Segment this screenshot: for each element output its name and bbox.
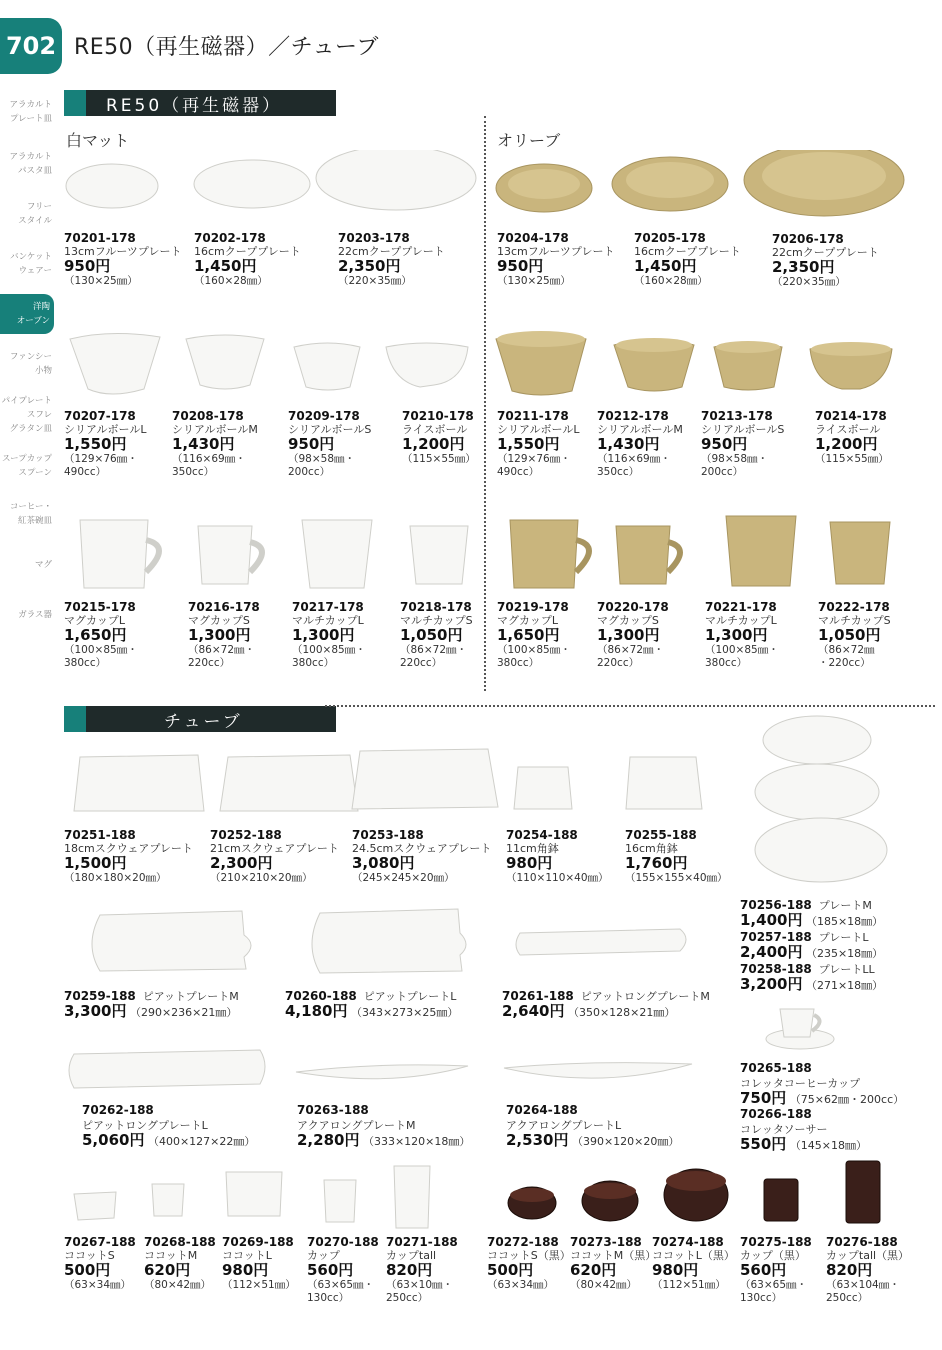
product-70215[interactable] (64, 601, 184, 670)
product-dimensions: （210×210×20㎜） (210, 872, 313, 884)
product-dimensions: （100×85㎜・ 380cc） (64, 644, 138, 669)
product-code: 70214-178 (815, 409, 887, 423)
product-price: 3,080円 (352, 854, 415, 872)
product-dimensions: （63×104㎜・ 250cc） (826, 1279, 900, 1304)
product-dimensions: （86×72㎜・ 220cc） (597, 644, 665, 669)
product-70270[interactable] (307, 1236, 387, 1305)
product-code: 70209-178 (288, 409, 360, 423)
tube-round-plates-image (745, 708, 895, 893)
product-price: 980円 (222, 1261, 269, 1279)
product-code: 70276-188 (826, 1235, 898, 1249)
product-price: 1,500円 (64, 854, 127, 872)
product-dimensions: （235×18㎜） (805, 947, 884, 960)
product-price: 620円 (570, 1261, 617, 1279)
product-70258[interactable] (740, 962, 883, 993)
product-price: 950円 (288, 435, 335, 453)
product-code: 70260-188 (285, 989, 357, 1003)
product-code: 70203-178 (338, 231, 410, 245)
product-name: マグカップL (64, 614, 126, 627)
product-price: 1,550円 (497, 435, 560, 453)
product-price: 980円 (506, 854, 553, 872)
product-70221[interactable] (705, 601, 815, 670)
product-70271[interactable] (386, 1236, 476, 1305)
product-price: 2,640円 (502, 1002, 565, 1020)
re50-banner-text: RE50（再生磁器） (106, 95, 283, 116)
product-70255[interactable] (625, 829, 740, 885)
product-name: マグカップS (188, 614, 250, 627)
product-name: コレッタコーヒーカップ (740, 1077, 861, 1090)
product-price: 2,350円 (338, 257, 401, 275)
product-code: 70265-188 (740, 1061, 812, 1075)
product-70208[interactable] (172, 410, 282, 479)
product-70259[interactable] (64, 989, 239, 1020)
product-price: 1,650円 (64, 626, 127, 644)
product-price: 3,300円 (64, 1002, 127, 1020)
product-code: 70208-178 (172, 409, 244, 423)
tube-piatto-plates-image (60, 905, 740, 980)
tube-banner-text: チューブ (164, 711, 243, 732)
product-dimensions: （63×10㎜・ 250cc） (386, 1279, 454, 1304)
product-price: 1,050円 (818, 626, 881, 644)
product-70218[interactable] (400, 601, 484, 670)
product-code: 70216-178 (188, 600, 260, 614)
product-price: 2,300円 (210, 854, 273, 872)
product-name: マルチカップS (818, 614, 891, 627)
product-name: シリアルボールL (64, 423, 147, 436)
product-dimensions: （86×72㎜・ 220cc） (188, 644, 256, 669)
product-dimensions: （63×34㎜） (487, 1279, 555, 1291)
product-name: 13cmフルーツプレート (64, 245, 182, 258)
sidebar-item-fancy[interactable]: ファンシー 小物 (9, 352, 52, 376)
product-70252[interactable] (210, 829, 365, 885)
product-code: 70202-178 (194, 231, 266, 245)
product-price: 950円 (701, 435, 748, 453)
product-name: プレートLL (818, 963, 875, 976)
product-price: 1,300円 (705, 626, 768, 644)
tube-white-cocotte-image (60, 1158, 440, 1233)
product-name: コレッタソーサー (740, 1123, 828, 1136)
product-dimensions: （160×28㎜） (194, 275, 268, 287)
product-dimensions: （390×120×20㎜） (571, 1135, 680, 1148)
product-code: 70256-188 (740, 898, 812, 912)
product-code: 70273-188 (570, 1235, 642, 1249)
product-dimensions: （98×58㎜・ 200cc） (701, 453, 769, 478)
product-dimensions: （130×25㎜） (497, 275, 571, 287)
product-code: 70252-188 (210, 828, 282, 842)
product-name: 16cm角鉢 (625, 842, 678, 855)
product-dimensions: （112×51㎜） (222, 1279, 296, 1291)
product-dimensions: （86×72㎜ ・220cc） (818, 644, 875, 669)
product-code: 70257-188 (740, 930, 812, 944)
sidebar-item-mug[interactable]: マグ (34, 560, 52, 570)
product-70251[interactable] (64, 829, 219, 885)
product-70254[interactable] (506, 829, 621, 885)
product-name: ピアットプレートL (363, 990, 457, 1003)
product-70272[interactable] (487, 1236, 572, 1292)
product-price: 500円 (487, 1261, 534, 1279)
product-code: 70274-188 (652, 1235, 724, 1249)
product-dimensions: （160×28㎜） (634, 275, 708, 287)
product-70256[interactable] (740, 898, 883, 929)
product-name: シリアルボールL (497, 423, 580, 436)
product-price: 1,450円 (634, 257, 697, 275)
product-70214[interactable] (815, 410, 915, 466)
product-dimensions: （112×51㎜） (652, 1279, 726, 1291)
product-70202[interactable] (194, 232, 349, 288)
product-70203[interactable] (338, 232, 493, 288)
product-price: 2,350円 (772, 258, 835, 276)
product-dimensions: （110×110×40㎜） (506, 872, 609, 884)
product-70211[interactable] (497, 410, 597, 479)
product-name: 11cm角鉢 (506, 842, 559, 855)
product-name: ココットS (64, 1249, 115, 1262)
product-name: シリアルボールS (288, 423, 372, 436)
coretta-cup-saucer-image (760, 995, 840, 1055)
sidebar-item-alacarte-pasta[interactable]: アラカルト パスタ皿 (9, 152, 52, 176)
product-price: 950円 (64, 257, 111, 275)
product-code: 70212-178 (597, 409, 669, 423)
product-70264[interactable] (506, 1103, 679, 1149)
product-70273[interactable] (570, 1236, 655, 1292)
product-70263[interactable] (297, 1103, 470, 1149)
product-dimensions: （116×69㎜・ 350cc） (597, 453, 671, 478)
product-name: カップtall (386, 1249, 437, 1262)
product-price: 820円 (826, 1261, 873, 1279)
product-code: 70218-178 (400, 600, 472, 614)
product-code: 70267-188 (64, 1235, 136, 1249)
product-70261[interactable] (502, 989, 710, 1020)
product-name: シリアルボールM (172, 423, 258, 436)
tube-banner (64, 706, 336, 732)
product-name: 16cmクーププレート (194, 245, 301, 258)
product-name: アクアロングプレートM (297, 1119, 416, 1132)
product-name: プレートL (818, 931, 869, 944)
product-dimensions: （98×58㎜・ 200cc） (288, 453, 356, 478)
product-70219[interactable] (497, 601, 597, 670)
product-code: 70217-178 (292, 600, 364, 614)
product-code: 70268-188 (144, 1235, 216, 1249)
product-dimensions: （129×76㎜・ 490cc） (497, 453, 571, 478)
product-code: 70215-178 (64, 600, 136, 614)
product-price: 560円 (307, 1261, 354, 1279)
product-dimensions: （180×180×20㎜） (64, 872, 167, 884)
product-name: カップtall（黒） (826, 1249, 910, 1262)
product-dimensions: （220×35㎜） (338, 275, 412, 287)
product-dimensions: （100×85㎜・ 380cc） (705, 644, 779, 669)
product-name: 16cmクーププレート (634, 245, 741, 258)
product-70222[interactable] (818, 601, 918, 670)
product-70207[interactable] (64, 410, 169, 479)
product-dimensions: （129×76㎜・ 490cc） (64, 453, 138, 478)
sidebar-item-coffee[interactable]: コーヒー・ 紅茶碗皿 (9, 502, 52, 526)
product-name: 21cmスクウェアプレート (210, 842, 339, 855)
sidebar-item-pie-plate[interactable]: パイプレート スフレ グラタン皿 (1, 396, 52, 434)
product-code: 70211-178 (497, 409, 569, 423)
product-70217[interactable] (292, 601, 397, 670)
product-price: 1,430円 (172, 435, 235, 453)
product-dimensions: （333×120×18㎜） (362, 1135, 471, 1148)
product-price: 1,550円 (64, 435, 127, 453)
product-70216[interactable] (188, 601, 288, 670)
product-price: 1,300円 (188, 626, 251, 644)
product-price: 1,300円 (292, 626, 355, 644)
product-code: 70269-188 (222, 1235, 294, 1249)
product-70267[interactable] (64, 1236, 144, 1292)
product-70274[interactable] (652, 1236, 740, 1292)
sidebar-item-free-style[interactable]: フリー スタイル (18, 202, 52, 226)
product-dimensions: （63×65㎜・ 130cc） (740, 1279, 808, 1304)
product-dimensions: （116×69㎜・ 350cc） (172, 453, 246, 478)
white-bowls-image (60, 325, 480, 405)
product-code: 70205-178 (634, 231, 706, 245)
product-70220[interactable] (597, 601, 702, 670)
product-dimensions: （63×34㎜） (64, 1279, 132, 1291)
product-price: 2,400円 (740, 943, 803, 961)
sidebar-item-glass[interactable]: ガラス器 (18, 610, 52, 620)
product-price: 1,300円 (597, 626, 660, 644)
product-code: 70270-188 (307, 1235, 379, 1249)
product-code: 70261-188 (502, 989, 574, 1003)
product-code: 70210-178 (402, 409, 474, 423)
product-dimensions: （100×85㎜・ 380cc） (292, 644, 366, 669)
product-dimensions: （271×18㎜） (805, 979, 884, 992)
olive-bowls-image (490, 325, 910, 405)
product-price: 1,400円 (740, 911, 803, 929)
product-price: 2,280円 (297, 1131, 360, 1149)
product-code: 70275-188 (740, 1235, 812, 1249)
product-code: 70253-188 (352, 828, 424, 842)
tube-square-plates-image (60, 745, 750, 825)
product-70266[interactable] (740, 1107, 867, 1153)
product-dimensions: （185×18㎜） (805, 915, 884, 928)
product-price: 3,200円 (740, 975, 803, 993)
product-name: ココットS（黒） (487, 1249, 571, 1262)
product-70206[interactable] (772, 233, 927, 289)
product-code: 70204-178 (497, 231, 569, 245)
product-70260[interactable] (285, 989, 458, 1020)
product-name: カップ（黒） (740, 1249, 806, 1262)
product-name: シリアルボールS (701, 423, 785, 436)
page-title: RE50（再生磁器）／チューブ (74, 35, 379, 60)
product-code: 70254-188 (506, 828, 578, 842)
product-70262[interactable] (82, 1103, 255, 1149)
product-dimensions: （245×245×20㎜） (352, 872, 455, 884)
product-dimensions: （80×42㎜） (144, 1279, 212, 1291)
product-name: マルチカップL (705, 614, 777, 627)
product-code: 70251-188 (64, 828, 136, 842)
product-name: カップ (307, 1249, 340, 1262)
product-code: 70255-188 (625, 828, 697, 842)
white-matte-label: 白マット (66, 131, 130, 150)
product-dimensions: （75×62㎜・200cc） (789, 1093, 905, 1106)
product-code: 70220-178 (597, 600, 669, 614)
sidebar-item-soup-cup[interactable]: スープカップ スプーン (2, 454, 52, 478)
product-70204[interactable] (497, 232, 652, 288)
product-code: 70258-188 (740, 962, 812, 976)
product-name: マルチカップS (400, 614, 473, 627)
product-70209[interactable] (288, 410, 398, 479)
product-name: プレートM (818, 899, 872, 912)
product-70205[interactable] (634, 232, 789, 288)
product-name: 18cmスクウェアプレート (64, 842, 193, 855)
product-name: シリアルボールM (597, 423, 683, 436)
product-70276[interactable] (826, 1236, 936, 1305)
white-plates-image (60, 150, 480, 230)
product-name: ピアットロングプレートM (580, 990, 710, 1003)
product-code: 70201-178 (64, 231, 136, 245)
product-price: 5,060円 (82, 1131, 145, 1149)
product-code: 70271-188 (386, 1235, 458, 1249)
product-code: 70259-188 (64, 989, 136, 1003)
product-code: 70222-178 (818, 600, 890, 614)
product-price: 820円 (386, 1261, 433, 1279)
olive-mugs-image (490, 510, 910, 595)
product-name: ライスボール (815, 423, 881, 436)
sidebar-item-banquet[interactable]: バンケット ウェアー (10, 252, 52, 276)
product-name: 22cmクーププレート (338, 245, 445, 258)
product-name: 13cmフルーツプレート (497, 245, 615, 258)
product-price: 4,180円 (285, 1002, 348, 1020)
product-dimensions: （115×55㎜） (815, 453, 889, 465)
product-code: 70266-188 (740, 1107, 812, 1121)
product-70253[interactable] (352, 829, 507, 885)
product-name: マルチカップL (292, 614, 364, 627)
product-name: アクアロングプレートL (506, 1119, 622, 1132)
product-name: ココットL（黒） (652, 1249, 735, 1262)
product-70213[interactable] (701, 410, 811, 479)
product-price: 1,450円 (194, 257, 257, 275)
product-70257[interactable] (740, 930, 883, 961)
product-price: 1,050円 (400, 626, 463, 644)
product-name: ココットL (222, 1249, 272, 1262)
product-name: マグカップL (497, 614, 559, 627)
sidebar-item-western-oven[interactable]: 洋陶 オーブン (0, 294, 54, 334)
product-name: ココットM（黒） (570, 1249, 657, 1262)
product-code: 70272-188 (487, 1235, 559, 1249)
product-price: 1,430円 (597, 435, 660, 453)
product-price: 500円 (64, 1261, 111, 1279)
product-dimensions: （155×155×40㎜） (625, 872, 728, 884)
product-dimensions: （343×273×25㎜） (350, 1006, 459, 1019)
product-name: 24.5cmスクウェアプレート (352, 842, 492, 855)
product-code: 70221-178 (705, 600, 777, 614)
product-price: 1,760円 (625, 854, 688, 872)
section-divider-vertical (484, 116, 486, 691)
product-price: 750円 (740, 1089, 787, 1107)
product-price: 1,200円 (815, 435, 878, 453)
product-dimensions: （350×128×21㎜） (567, 1006, 676, 1019)
product-name: ライスボール (402, 423, 468, 436)
product-code: 70219-178 (497, 600, 569, 614)
product-70212[interactable] (597, 410, 702, 479)
product-code: 70264-188 (506, 1103, 578, 1117)
tube-long-plates-image (60, 1042, 750, 1102)
product-dimensions: （130×25㎜） (64, 275, 138, 287)
sidebar-item-alacarte-plate[interactable]: アラカルト プレート皿 (9, 100, 52, 124)
product-name: マグカップS (597, 614, 659, 627)
product-70210[interactable] (402, 410, 482, 466)
product-70275[interactable] (740, 1236, 825, 1305)
product-dimensions: （400×127×22㎜） (147, 1135, 256, 1148)
product-price: 980円 (652, 1261, 699, 1279)
product-name: ピアットプレートM (142, 990, 239, 1003)
tube-black-cocotte-image (490, 1155, 900, 1230)
product-name: 22cmクーププレート (772, 246, 879, 259)
product-dimensions: （145×18㎜） (789, 1139, 868, 1152)
product-price: 560円 (740, 1261, 787, 1279)
product-dimensions: （115×55㎜） (402, 453, 476, 465)
product-price: 550円 (740, 1135, 787, 1153)
product-dimensions: （100×85㎜・ 380cc） (497, 644, 571, 669)
product-price: 1,650円 (497, 626, 560, 644)
product-name: ココットM (144, 1249, 198, 1262)
product-dimensions: （86×72㎜・ 220cc） (400, 644, 468, 669)
product-dimensions: （63×65㎜・ 130cc） (307, 1279, 375, 1304)
product-dimensions: （220×35㎜） (772, 276, 846, 288)
product-code: 70263-188 (297, 1103, 369, 1117)
product-price: 2,530円 (506, 1131, 569, 1149)
page-number-tab: 702 (0, 18, 62, 74)
product-70269[interactable] (222, 1236, 306, 1292)
white-mugs-image (60, 510, 480, 595)
product-price: 950円 (497, 257, 544, 275)
olive-plates-image (490, 150, 910, 230)
re50-banner (64, 90, 336, 116)
product-70268[interactable] (144, 1236, 224, 1292)
product-code: 70206-178 (772, 232, 844, 246)
product-code: 70207-178 (64, 409, 136, 423)
section-divider-horizontal (325, 705, 935, 707)
product-code: 70213-178 (701, 409, 773, 423)
product-price: 620円 (144, 1261, 191, 1279)
product-price: 1,200円 (402, 435, 465, 453)
product-70265[interactable] (740, 1061, 904, 1107)
product-dimensions: （80×42㎜） (570, 1279, 638, 1291)
olive-label: オリーブ (497, 131, 561, 150)
product-dimensions: （290×236×21㎜） (129, 1006, 238, 1019)
product-code: 70262-188 (82, 1103, 154, 1117)
product-name: ピアットロングプレートL (82, 1119, 208, 1132)
